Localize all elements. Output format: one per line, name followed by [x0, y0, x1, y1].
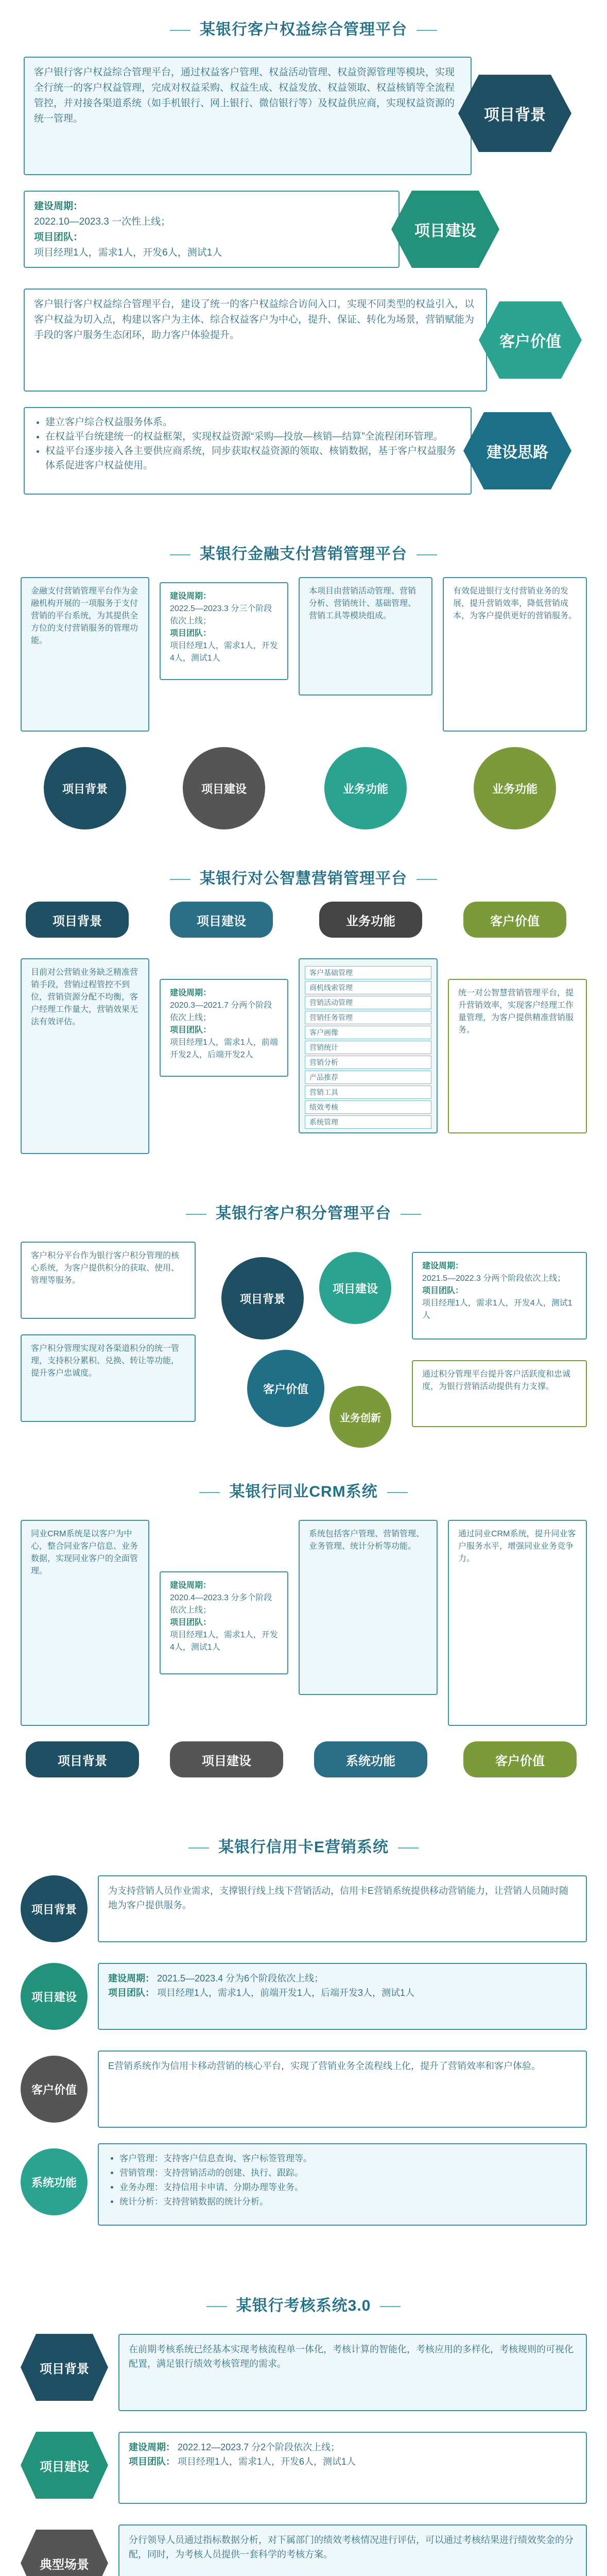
circle-label: 业务功能	[324, 747, 407, 829]
background-box	[118, 2334, 587, 2411]
period-text: 2022.12—2023.7 分2个阶段依次上线；	[178, 2442, 340, 2452]
build-box	[412, 1252, 587, 1340]
idea-label: 建设思路	[487, 444, 548, 461]
build-period-label: 建设周期：	[34, 201, 83, 212]
section-title: 某银行同业CRM系统	[0, 1479, 607, 1501]
team-label: 项目团队：	[422, 1286, 464, 1295]
build-box	[98, 1963, 587, 2030]
team-label: 项目团队：	[108, 1988, 154, 1998]
background-badge	[458, 75, 571, 152]
value-box	[412, 1360, 587, 1427]
card-value	[448, 979, 587, 1133]
card-text: 目前对公营销业务缺乏精准营销手段，营销过程管控不到位，营销资源分配不均衡，客户经理工作量大，营销效果无法有效评估。	[31, 968, 138, 1026]
section-title: 某银行金融支付营销管理平台	[0, 541, 607, 564]
team-label: 项目团队：	[170, 1026, 212, 1035]
circle-label: 客户价值	[247, 1350, 324, 1427]
period-text: 2020.3—2021.7 分两个阶段依次上线；	[170, 1001, 272, 1022]
card-text: 分行领导人员通过指标数据分析，对下属部门的绩效考核情况进行评估，可以通过考核结果进行绩效奖金的分配，同时，为考核人员提供一套科学的考核方案。	[129, 2535, 574, 2560]
idea-item: • 在权益平台统建统一的权益框架，实现权益资源“采购—投放—核销—结算”全流程闭环管理。	[45, 430, 461, 444]
circle-label: 系统功能	[21, 2148, 88, 2215]
period-text: 2020.4—2023.3 分多个阶段依次上线；	[170, 1594, 272, 1615]
period-label: 建设周期：	[108, 1973, 154, 1984]
card-text: 客户积分平台作为银行客户积分管理的核心系统，为客户提供积分的获取、使用、管理等服务。	[31, 1251, 180, 1285]
tag-label: 项目背景	[26, 902, 129, 938]
menu-item: 商机线索管理	[305, 981, 431, 994]
team-label: 项目团队：	[129, 2456, 175, 2467]
menu-item: 绩效考核	[305, 1100, 431, 1114]
card-function	[299, 1520, 438, 1695]
section-title: 某银行信用卡E营销系统	[0, 1834, 607, 1857]
value-box	[98, 2050, 587, 2128]
badge-label: 项目建设	[40, 2460, 89, 2474]
idea-item: • 权益平台逐步接入各主要供应商系统，同步获取权益资源的领取、核销数据，基于客户权益服务体系促进客户权益使用。	[45, 444, 461, 473]
background-box	[21, 1242, 196, 1319]
card-function	[299, 577, 432, 696]
value-box	[24, 289, 487, 392]
card-text: 本项目由营销活动管理、营销分析、营销统计、基础管理、营销工具等模块组成。	[309, 587, 417, 620]
build-box	[24, 191, 400, 268]
background-box	[98, 1875, 587, 1942]
card-text: E营销系统作为信用卡移动营销的核心平台，实现了营销业务全流程线上化，提升了营销效率和客户体验。	[108, 2061, 541, 2071]
card-text: 为支持营销人员作业需求，支撑银行线上线下营销活动，信用卡E营销系统提供移动营销能力，让营销人员随时随地为客户提供服务。	[108, 1886, 569, 1910]
build-team: 项目经理1人，需求1人，开发6人，测试1人	[34, 247, 222, 258]
idea-item: • 建立客户综合权益服务体系。	[45, 415, 461, 430]
function-item: • 客户管理：支持客户信息查询、客户标签管理等。	[119, 2151, 577, 2166]
card-build	[160, 1571, 288, 1674]
build-badge	[21, 2432, 108, 2499]
tag-label: 项目建设	[170, 902, 273, 938]
menu-item: 营销统计	[305, 1041, 431, 1054]
menu-item: 系统管理	[305, 1115, 431, 1129]
idea-box	[24, 407, 472, 495]
card-text: 通过同业CRM系统，提升同业客户服务水平，增强同业业务竞争力。	[458, 1530, 576, 1563]
idea-badge	[463, 412, 571, 489]
build-badge	[391, 191, 499, 268]
circle-label: 项目背景	[221, 1257, 304, 1340]
circle-label: 项目背景	[44, 747, 126, 829]
background-badge	[21, 2334, 108, 2401]
card-text: 客户积分管理实现对各渠道积分的统一管理，支持积分累积、兑换、转让等功能，提升客户忠诚度。	[31, 1344, 180, 1378]
badge-label: 典型场景	[40, 2557, 89, 2572]
card-text: 在前期考核系统已经基本实现考核流程单一体化，考核计算的智能化，考核应用的多样化，考核规则的可视化配置，满足银行绩效考核管理的需求。	[129, 2344, 574, 2369]
badge-label: 项目背景	[40, 2362, 89, 2376]
card-build	[160, 979, 288, 1077]
function-box	[98, 2143, 587, 2226]
function-menu	[299, 958, 438, 1133]
build-label: 项目建设	[414, 223, 476, 240]
card-background	[21, 577, 149, 732]
circle-label: 项目建设	[21, 1963, 88, 2030]
menu-item: 营销工具	[305, 1086, 431, 1099]
period-label: 建设周期：	[170, 989, 212, 997]
card-text: 同业CRM系统是以客户为中心，整合同业客户信息、业务数据，实现同业客户的全面管理。	[31, 1530, 138, 1575]
period-text: 2021.5—2022.3 分两个阶段依次上线；	[422, 1274, 566, 1283]
card-value	[448, 1520, 587, 1726]
tag-label: 项目背景	[26, 1741, 139, 1777]
card-text: 通过积分管理平台提升客户活跃度和忠诚度，为银行营销活动提供有力支撑。	[422, 1370, 571, 1391]
scene-badge	[21, 2530, 108, 2576]
section-title: 某银行客户积分管理平台	[0, 1200, 607, 1223]
card-build	[160, 582, 288, 680]
function-item: • 统计分析：支持营销数据的统计分析。	[119, 2195, 577, 2209]
tag-label: 客户价值	[463, 902, 566, 938]
tag-label: 客户价值	[463, 1741, 577, 1777]
tag-label: 系统功能	[314, 1741, 427, 1777]
value-label: 客户价值	[499, 333, 561, 350]
build-box	[118, 2432, 587, 2504]
scene-box	[118, 2524, 587, 2576]
menu-item: 客户基础管理	[305, 966, 431, 979]
team-text: 项目经理1人，需求1人，前端开发2人，后端开发2人	[170, 1038, 278, 1059]
section-title: 某银行考核系统3.0	[0, 2293, 607, 2315]
card-value	[443, 577, 587, 732]
value-text: 客户银行客户权益综合管理平台，建设了统一的客户权益综合访问入口，实现不同类型的权益引入，以客户权益为切入点，构建以客户为主体、综合权益客户为中心，提升、保证、转化为场景，营销赋能为手段的客户服务生态闭环，助力客户体验提升。	[34, 299, 475, 341]
team-label: 项目团队：	[170, 629, 212, 638]
period-label: 建设周期：	[422, 1262, 464, 1270]
period-text: 2021.5—2023.4 分为6个阶段依次上线；	[157, 1973, 324, 1984]
team-text: 项目经理1人，需求1人，开发6人，测试1人	[178, 2456, 356, 2467]
period-label: 建设周期：	[170, 592, 212, 601]
card-background	[21, 958, 149, 1154]
card-background	[21, 1520, 149, 1726]
team-text: 项目经理1人，需求1人，前端开发1人，后端开发3人，测试1人	[157, 1988, 415, 1998]
background-label: 项目背景	[484, 107, 546, 124]
period-label: 建设周期：	[170, 1581, 212, 1590]
circle-label: 项目建设	[183, 747, 265, 829]
menu-item: 营销任务管理	[305, 1011, 431, 1024]
menu-item: 营销分析	[305, 1056, 431, 1069]
circle-label: 项目背景	[21, 1875, 88, 1942]
function-item: • 业务办理：支持信用卡申请、分期办理等业务。	[119, 2180, 577, 2195]
card-text: 金融支付营销管理平台作为金融机构开展的一项服务于支付营销的平台系统，为其提供全方位的支付营销服务的管理功能。	[31, 587, 138, 645]
background-box-2	[21, 1334, 196, 1422]
menu-item: 营销活动管理	[305, 996, 431, 1009]
build-period: 2022.10—2023.3 一次性上线；	[34, 216, 171, 227]
team-text: 项目经理1人，需求1人，开发4人，测试1人	[170, 641, 278, 663]
menu-item: 产品推荐	[305, 1071, 431, 1084]
background-box	[24, 57, 472, 175]
section-title: 某银行对公智慧营销管理平台	[0, 866, 607, 888]
tag-label: 项目建设	[170, 1741, 283, 1777]
card-text: 系统包括客户管理、营销管理、业务管理、统计分析等功能。	[309, 1530, 425, 1551]
team-text: 项目经理1人，需求1人，开发4人，测试1人	[422, 1299, 573, 1320]
card-text: 统一对公智慧营销管理平台，提升营销效率，实现客户经理工作量管理，为客户提供精准营销服务。	[458, 989, 574, 1035]
function-item: • 营销管理：支持营销活动的创建、执行、跟踪。	[119, 2166, 577, 2180]
tag-label: 业务功能	[319, 902, 422, 938]
period-text: 2022.5—2023.3 分三个阶段依次上线；	[170, 604, 272, 625]
circle-label: 业务功能	[474, 747, 556, 829]
value-badge	[479, 301, 582, 379]
circle-label: 项目建设	[319, 1252, 391, 1324]
circle-label: 客户价值	[21, 2056, 88, 2123]
build-team-label: 项目团队：	[34, 232, 83, 243]
team-label: 项目团队：	[170, 1618, 212, 1627]
card-text: 有效促进银行支付营销业务的发展，提升营销效率，降低营销成本，为客户提供更好的营销服务。	[453, 587, 577, 620]
period-label: 建设周期：	[129, 2442, 175, 2452]
section-title: 某银行客户权益综合管理平台	[0, 16, 607, 39]
circle-label: 业务创新	[329, 1386, 391, 1448]
menu-item: 客户画像	[305, 1026, 431, 1039]
background-text: 客户银行客户权益综合管理平台，通过权益客户管理、权益活动管理、权益资源管理等模块，实现全行统一的客户权益管理，完成对权益采购、权益生成、权益发放、权益领取、权益核销等全流程管控，并对接各渠道系统（如手机银行、网上银行、微信银行等）及权益供应商，实现权益资源的统一管理。	[34, 67, 455, 124]
team-text: 项目经理1人，需求1人，开发4人，测试1人	[170, 1631, 278, 1652]
